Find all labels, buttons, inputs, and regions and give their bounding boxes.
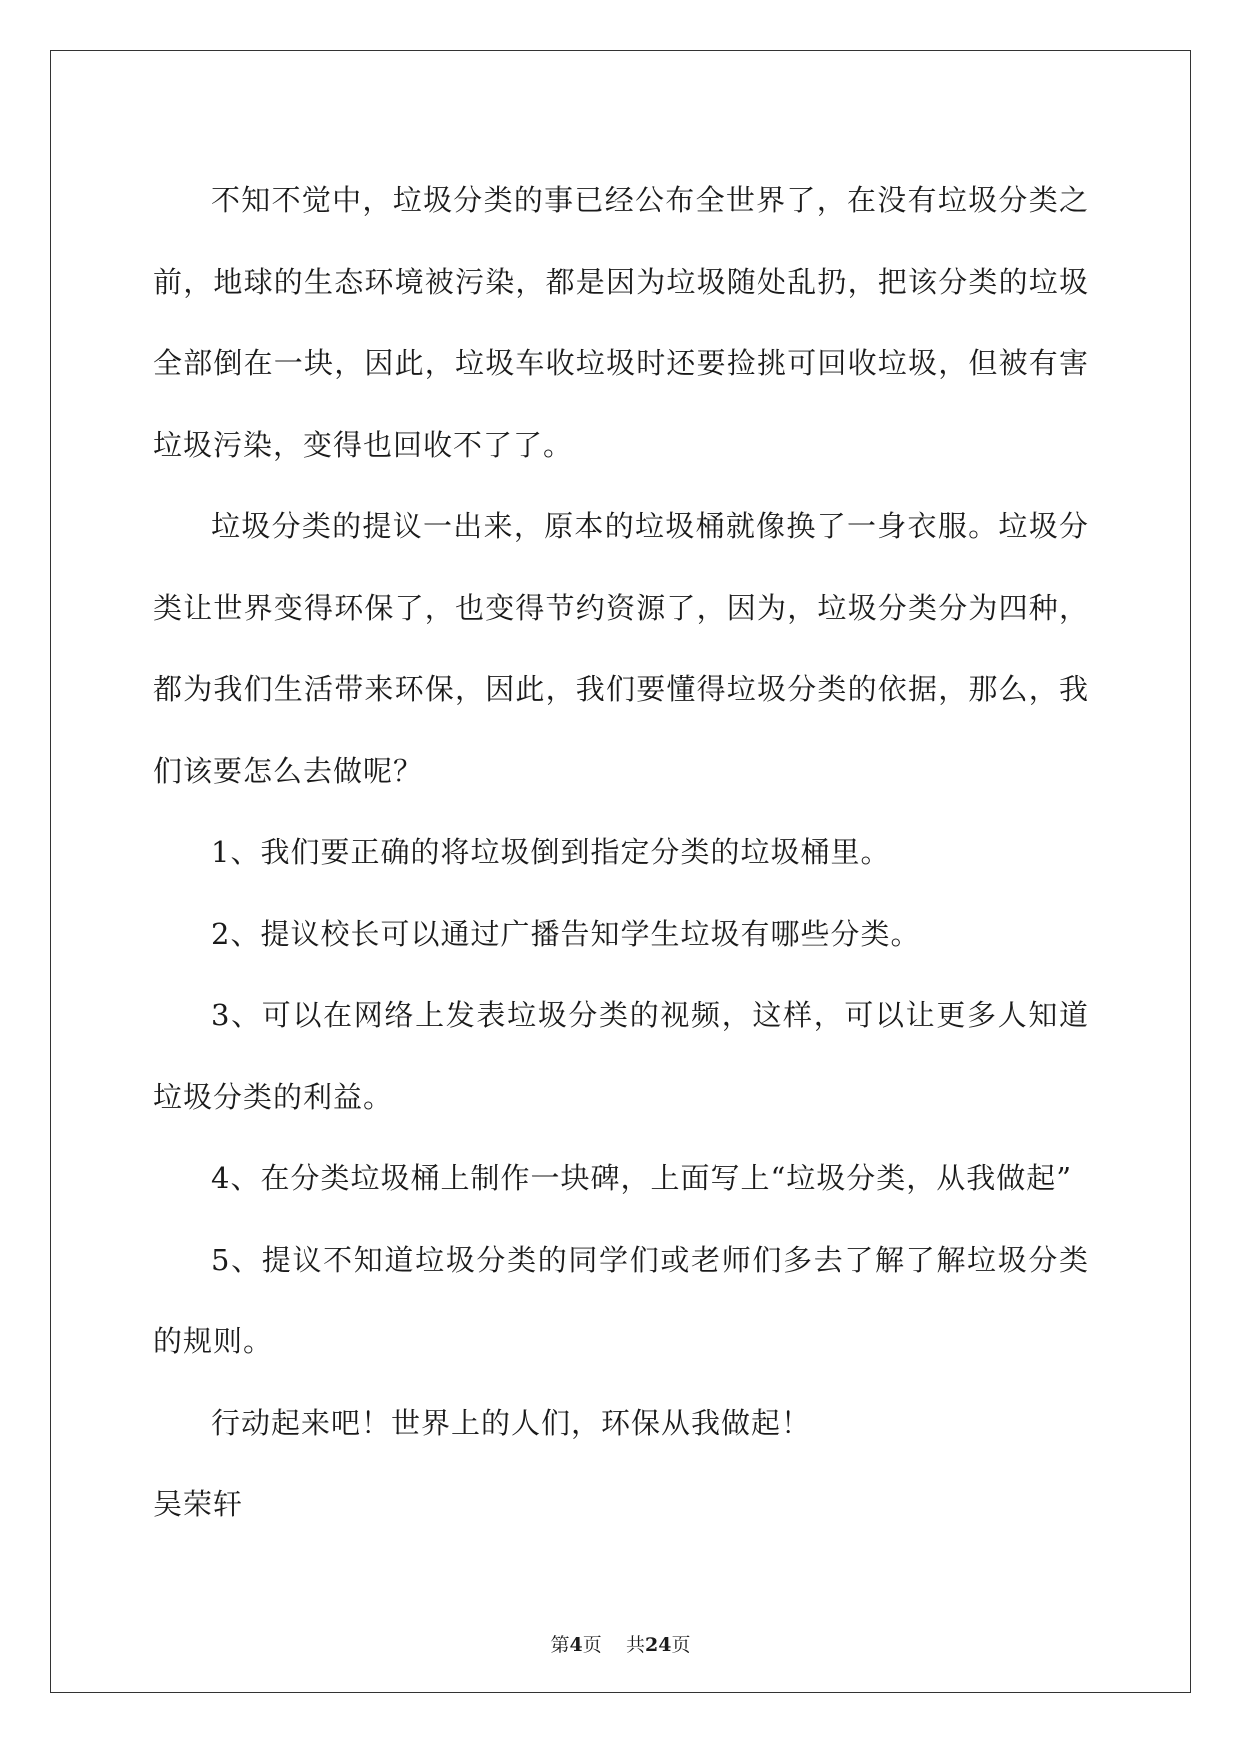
page-unit: 页 [582,1634,602,1656]
total-prefix: 共 [625,1634,645,1656]
paragraph: 行动起来吧！世界上的人们，环保从我做起！ [211,1405,812,1440]
page-footer [0,1632,1241,1658]
author-signature: 吴荣轩 [153,1487,244,1521]
paragraph: 垃圾分类的提议一出来，原本的垃圾桶就像换了一身衣服。垃圾分类让世界变得环保了，也变得节约资源了，因为，垃圾分类分为四种，都为我们生活带来环保，因此，我们要懂得垃圾分类的依据，那么，我们该要怎么去做呢？ [153,509,1089,788]
page-prefix: 第 [550,1634,570,1656]
list-item: 4、在分类垃圾桶上制作一块碑，上面写上“垃圾分类，从我做起” [211,1161,1073,1195]
list-item: 1、我们要正确的将垃圾倒到指定分类的垃圾桶里。 [211,835,891,869]
paragraph: 不知不觉中，垃圾分类的事已经公布全世界了，在没有垃圾分类之前，地球的生态环境被污染，都是因为垃圾随处乱扔，把该分类的垃圾全部倒在一块，因此，垃圾车收垃圾时还要捡挑可回收垃圾，但被有害垃圾污染，变得也回收不了了。 [153,183,1089,462]
total-unit: 页 [671,1634,691,1656]
list-item: 3、可以在网络上发表垃圾分类的视频，这样，可以让更多人知道垃圾分类的利益。 [153,998,1089,1114]
page-total: 24 [644,1634,672,1656]
list-item: 2、提议校长可以通过广播告知学生垃圾有哪些分类。 [211,916,921,951]
document-body [153,160,1089,1546]
list-item: 5、提议不知道垃圾分类的同学们或老师们多去了解了解垃圾分类的规则。 [153,1242,1089,1358]
page-current: 4 [569,1634,583,1656]
